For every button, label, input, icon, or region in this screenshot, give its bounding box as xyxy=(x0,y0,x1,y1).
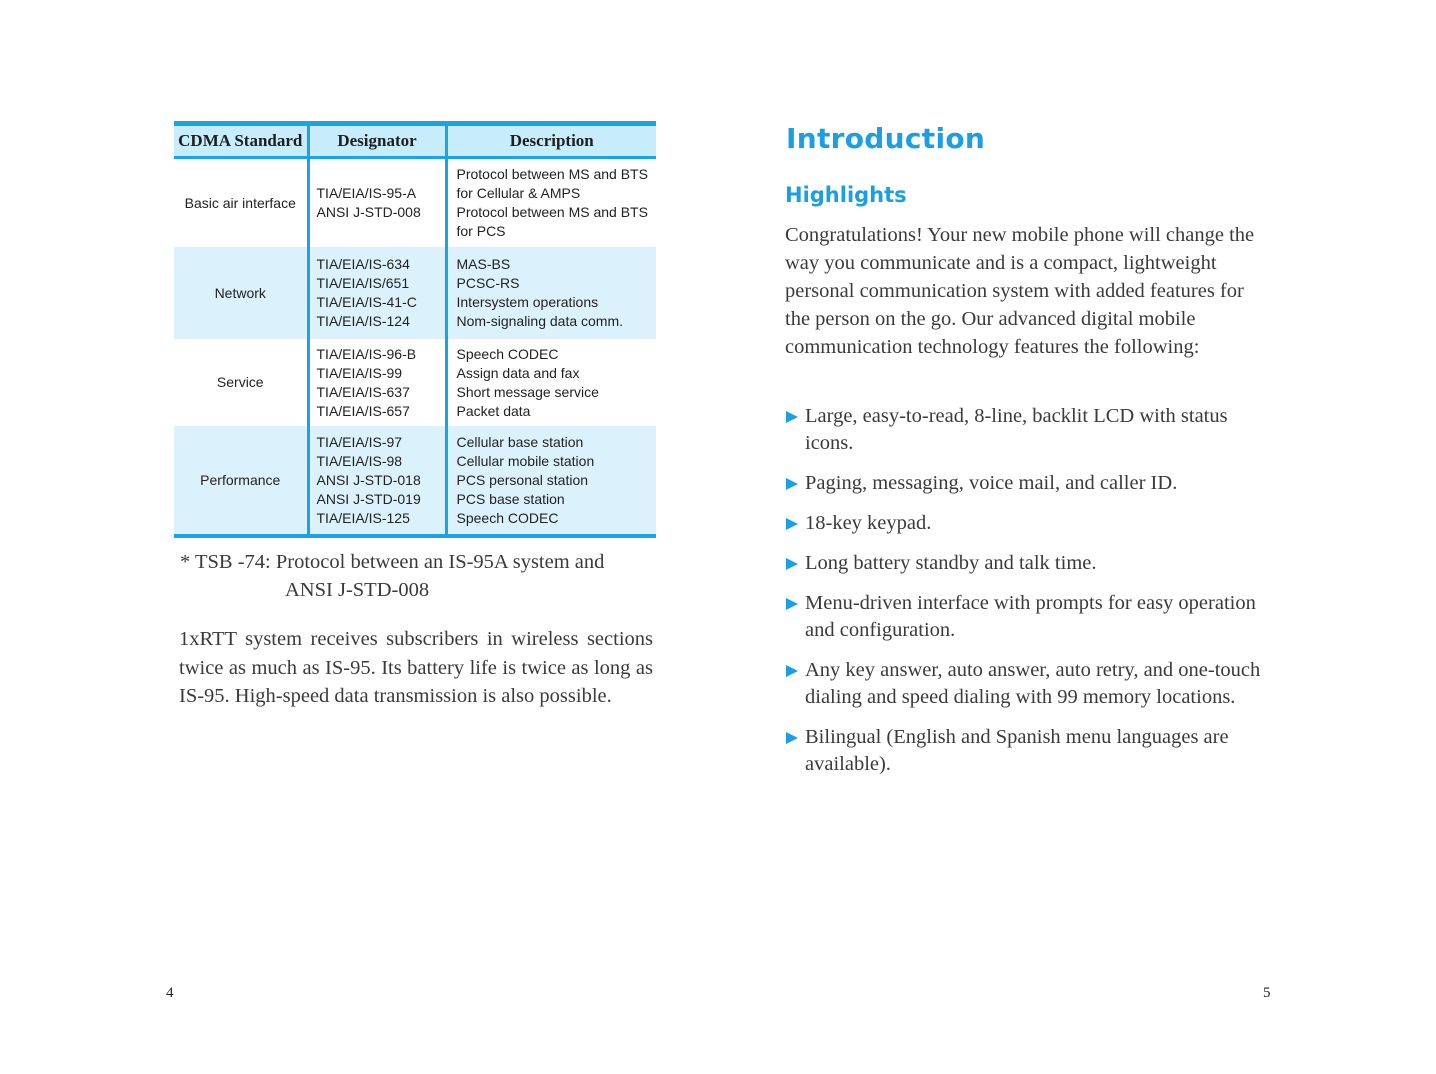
description-line: Packet data xyxy=(456,402,531,419)
standard-cell: Performance xyxy=(174,426,308,536)
designator-line: TIA/EIA/IS-41-C xyxy=(316,294,417,310)
standard-cell: Basic air interface xyxy=(184,194,296,211)
header-description: Description xyxy=(446,124,656,158)
table-row xyxy=(174,247,656,339)
list-item-text: 18-key keypad. xyxy=(805,512,932,534)
description-line: MAS-BS xyxy=(456,256,511,272)
play-arrow-icon xyxy=(786,732,798,744)
list-item-text: Paging, messaging, voice mail, and caller ID. xyxy=(805,472,1178,494)
designator-line: TIA/EIA/IS-124 xyxy=(316,313,410,329)
description-cell xyxy=(446,247,656,339)
designator-line: TIA/EIA/IS-95-A xyxy=(316,185,417,201)
designator-line: TIA/EIA/IS-634 xyxy=(316,256,410,272)
list-item xyxy=(785,403,1275,457)
intro-paragraph: Congratulations! Your new mobile phone will change the way you communicate and is a compact, lightweight personal communication system with added features for the person on the go. Our advanced digital mobile communication technology features the following: xyxy=(785,224,1255,358)
list-item-text: Bilingual (English and Spanish menu languages are available). xyxy=(805,726,1229,775)
description-line: Protocol between MS and BTS xyxy=(456,204,648,220)
footnote-line: * TSB -74: Protocol between an IS-95A system and xyxy=(180,551,605,573)
list-item-text: Long battery standby and talk time. xyxy=(805,552,1097,574)
list-item xyxy=(785,657,1275,711)
table-row xyxy=(174,426,656,536)
footnote-line: ANSI J-STD-008 xyxy=(285,579,430,601)
standard-cell: Network xyxy=(174,247,308,339)
designator-cell xyxy=(308,158,446,248)
table-row xyxy=(174,339,656,426)
description-line: Cellular mobile station xyxy=(456,452,595,469)
description-line: for Cellular & AMPS xyxy=(456,185,581,201)
table-row xyxy=(174,158,656,248)
list-item-text: Large, easy-to-read, 8-line, backlit LCD with status icons. xyxy=(805,405,1228,454)
description-line: Cellular base station xyxy=(456,433,584,450)
designator-line: ANSI J-STD-008 xyxy=(316,204,421,220)
body-paragraph: 1xRTT system receives subscribers in wireless sections twice as much as IS-95. Its battery life is twice as long as IS-95. High-speed data transmission is also possible. xyxy=(179,628,653,707)
list-item xyxy=(785,510,1275,537)
list-item xyxy=(785,724,1275,778)
description-cell xyxy=(446,426,656,536)
page-number-right: 5 xyxy=(1263,985,1271,1001)
page-title: Introduction xyxy=(786,122,986,155)
designator-cell xyxy=(308,426,446,536)
play-arrow-icon xyxy=(786,598,798,610)
list-item xyxy=(785,550,1275,577)
play-arrow-icon xyxy=(786,558,798,570)
list-item-text: Any key answer, auto answer, auto retry, and one-touch dialing and speed dialing with 99 memory locations. xyxy=(805,659,1261,708)
designator-line: TIA/EIA/IS-97 xyxy=(316,433,403,450)
description-line: PCS base station xyxy=(456,490,565,507)
description-line: PCSC-RS xyxy=(456,275,520,291)
designator-line: ANSI J-STD-018 xyxy=(316,471,421,488)
description-line: Assign data and fax xyxy=(456,364,580,381)
description-line: Intersystem operations xyxy=(456,294,599,310)
play-arrow-icon xyxy=(786,478,798,490)
designator-cell xyxy=(308,247,446,339)
cdma-standards-table xyxy=(174,121,656,538)
list-item-text: Menu-driven interface with prompts for easy operation and configuration. xyxy=(805,592,1256,641)
play-arrow-icon xyxy=(786,518,798,530)
description-line: Nom-signaling data comm. xyxy=(456,313,624,329)
description-line: for PCS xyxy=(456,223,506,239)
header-designator: Designator xyxy=(308,124,446,158)
description-line: Protocol between MS and BTS xyxy=(456,166,648,182)
description-line: Short message service xyxy=(456,383,599,400)
table-header-row xyxy=(174,124,656,158)
header-cdma-standard: CDMA Standard xyxy=(174,124,308,158)
description-cell xyxy=(446,339,656,426)
footnote xyxy=(180,548,604,604)
designator-cell xyxy=(308,339,446,426)
play-arrow-icon xyxy=(786,411,798,423)
section-heading: Highlights xyxy=(785,183,907,207)
description-line: Speech CODEC xyxy=(456,509,559,526)
description-line: Speech CODEC xyxy=(456,345,559,362)
designator-line: TIA/EIA/IS-99 xyxy=(316,364,403,381)
designator-line: TIA/EIA/IS-96-B xyxy=(316,345,417,362)
designator-line: TIA/EIA/IS-637 xyxy=(316,383,410,400)
play-arrow-icon xyxy=(786,665,798,677)
designator-line: ANSI J-STD-019 xyxy=(316,490,421,507)
feature-list xyxy=(785,403,1275,791)
list-item xyxy=(785,470,1275,497)
standard-cell: Service xyxy=(216,374,264,390)
designator-line: TIA/EIA/IS-125 xyxy=(316,509,410,526)
designator-line: TIA/EIA/IS/651 xyxy=(316,275,410,291)
list-item xyxy=(785,590,1275,644)
designator-line: TIA/EIA/IS-98 xyxy=(316,452,403,469)
description-cell xyxy=(446,158,656,248)
designator-line: TIA/EIA/IS-657 xyxy=(316,402,410,419)
page-number-left: 4 xyxy=(166,985,174,1001)
description-line: PCS personal station xyxy=(456,471,589,488)
